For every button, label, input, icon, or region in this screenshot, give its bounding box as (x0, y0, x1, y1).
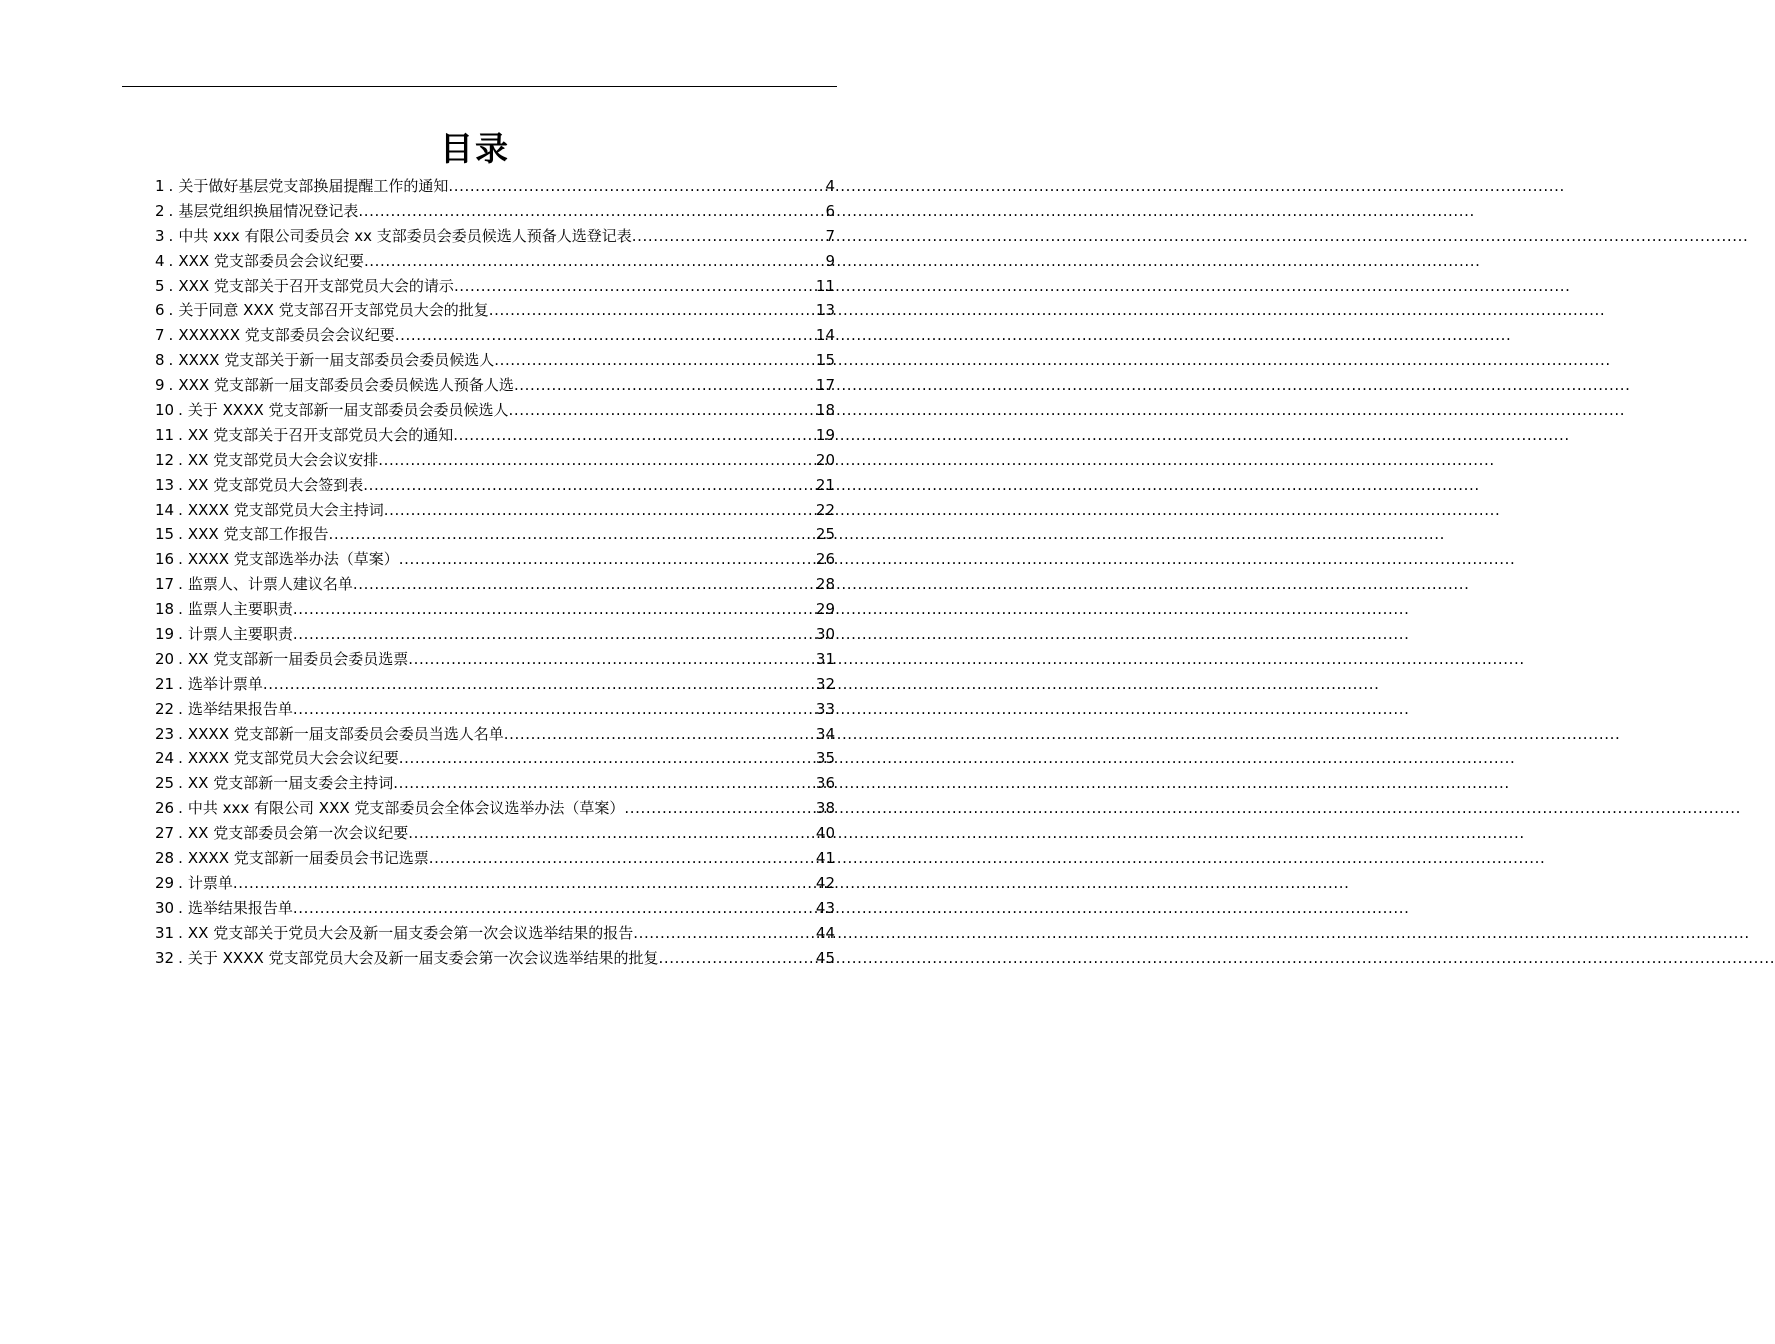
toc-entry-page-number: 36 (815, 774, 835, 793)
toc-entry[interactable] (155, 274, 835, 299)
toc-entry-number: 8 (155, 351, 165, 370)
toc-entry-page-number: 11 (815, 276, 835, 295)
toc-entry-page-number: 20 (815, 450, 835, 469)
toc-entry-title: 计票单 (187, 873, 233, 892)
toc-entry-separator: . (168, 376, 174, 395)
toc-entry-page-number: 32 (815, 674, 835, 693)
toc-entry[interactable] (155, 697, 835, 722)
toc-entry[interactable] (155, 846, 835, 871)
toc-entry-separator: . (178, 824, 183, 843)
toc-entry-separator: . (168, 301, 174, 320)
toc-entry-title: XXX 党支部委员会会议纪要 (178, 251, 364, 270)
toc-entry-page-number: 6 (825, 201, 835, 220)
toc-entry[interactable] (155, 323, 835, 348)
toc-dot-leader (328, 522, 815, 547)
toc-entry-number: 16 (155, 550, 175, 569)
toc-entry[interactable] (155, 423, 835, 448)
toc-entry-page-number: 34 (815, 724, 835, 743)
toc-entry-separator: . (178, 799, 183, 818)
toc-entry-page-number: 35 (815, 749, 835, 768)
toc-entry-separator: . (178, 774, 183, 793)
toc-dot-leader (624, 796, 815, 821)
toc-entry-title: 选举结果报告单 (187, 898, 293, 917)
toc-entry-separator: . (178, 674, 183, 693)
toc-entry-number: 15 (155, 525, 175, 544)
toc-entry-separator: . (178, 749, 183, 768)
toc-entry-separator: . (178, 873, 183, 892)
toc-entry-separator: . (178, 948, 183, 967)
toc-dot-leader (659, 946, 816, 971)
toc-list (155, 174, 835, 971)
toc-entry-title: XXX 党支部工作报告 (187, 525, 329, 544)
toc-entry-number: 1 (155, 177, 165, 195)
toc-entry-number: 31 (155, 923, 175, 942)
toc-entry-page-number: 18 (815, 401, 835, 420)
toc-entry-title: XX 党支部关于党员大会及新一届支委会第一次会议选举结果的报告 (187, 923, 634, 942)
toc-entry[interactable] (155, 298, 835, 323)
toc-entry-number: 28 (155, 849, 175, 868)
toc-entry-separator: . (178, 575, 183, 594)
toc-entry-page-number: 17 (815, 376, 835, 395)
toc-entry[interactable] (155, 672, 835, 697)
toc-entry[interactable] (155, 597, 835, 622)
toc-entry-number: 11 (155, 425, 175, 444)
toc-entry[interactable] (155, 199, 835, 224)
toc-entry-number: 3 (155, 226, 165, 245)
toc-entry[interactable] (155, 821, 835, 846)
toc-entry[interactable] (155, 498, 835, 523)
toc-entry-title: 关于 XXXX 党支部党员大会及新一届支委会第一次会议选举结果的批复 (187, 948, 659, 967)
toc-dot-leader (408, 647, 816, 672)
toc-entry-page-number: 14 (815, 326, 835, 345)
toc-entry-number: 23 (155, 724, 175, 743)
toc-entry-number: 18 (155, 600, 175, 619)
toc-entry[interactable] (155, 348, 835, 373)
toc-dot-leader (509, 398, 816, 423)
toc-entry-number: 12 (155, 450, 175, 469)
toc-entry-title: XX 党支部委员会第一次会议纪要 (187, 824, 409, 843)
toc-entry-page-number: 29 (815, 600, 835, 619)
toc-entry-separator: . (178, 425, 183, 444)
toc-entry-number: 7 (155, 326, 165, 345)
toc-entry-page-number: 41 (815, 849, 835, 868)
toc-entry-number: 4 (155, 251, 165, 270)
toc-entry-page-number: 33 (815, 699, 835, 718)
toc-entry[interactable] (155, 448, 835, 473)
toc-entry-title: XX 党支部新一届支委会主持词 (187, 774, 394, 793)
toc-entry[interactable] (155, 522, 835, 547)
toc-entry[interactable] (155, 946, 835, 971)
toc-dot-leader (429, 846, 816, 871)
toc-dot-leader (399, 547, 816, 572)
toc-dot-leader (293, 697, 816, 722)
toc-entry-page-number: 31 (815, 649, 835, 668)
toc-entry-separator: . (178, 401, 183, 420)
toc-entry[interactable] (155, 174, 835, 199)
toc-dot-leader (514, 373, 816, 398)
toc-dot-leader (263, 672, 816, 697)
toc-entry-number: 21 (155, 674, 175, 693)
toc-entry-page-number: 25 (815, 525, 835, 544)
toc-entry-separator: . (168, 177, 174, 195)
toc-entry-number: 27 (155, 824, 175, 843)
toc-entry-title: 监票人、计票人建议名单 (187, 575, 353, 594)
toc-entry-title: 关于 XXXX 党支部新一届支部委员会委员候选人 (187, 401, 509, 420)
toc-entry-number: 9 (155, 376, 165, 395)
toc-entry-number: 5 (155, 276, 165, 295)
toc-entry-number: 26 (155, 799, 175, 818)
toc-entry-number: 29 (155, 873, 175, 892)
toc-entry[interactable] (155, 572, 835, 597)
toc-entry-title: 基层党组织换届情况登记表 (178, 201, 359, 220)
toc-dot-leader (293, 622, 816, 647)
toc-entry-separator: . (168, 226, 174, 245)
toc-dot-leader (378, 448, 816, 473)
toc-entry-title: 选举结果报告单 (187, 699, 293, 718)
toc-entry-page-number: 21 (815, 475, 835, 494)
toc-entry-page-number: 42 (815, 873, 835, 892)
toc-entry-page-number: 38 (815, 799, 835, 818)
toc-entry-separator: . (178, 923, 183, 942)
toc-entry[interactable] (155, 373, 835, 398)
header-rule (122, 86, 837, 87)
toc-entry-page-number: 15 (815, 351, 835, 370)
toc-dot-leader (364, 249, 826, 274)
toc-entry-separator: . (178, 475, 183, 494)
toc-entry-separator: . (168, 326, 174, 345)
toc-entry-separator: . (178, 724, 183, 743)
toc-entry-separator: . (178, 600, 183, 619)
toc-entry-page-number: 7 (825, 226, 835, 245)
toc-entry-page-number: 28 (815, 575, 835, 594)
toc-entry-title: 选举计票单 (187, 674, 263, 693)
toc-entry-separator: . (178, 699, 183, 718)
toc-entry-title: 计票人主要职责 (187, 625, 293, 644)
toc-entry-title: 中共 xxx 有限公司委员会 xx 支部委员会委员候选人预备人选登记表 (178, 226, 632, 245)
toc-entry-separator: . (168, 251, 174, 270)
toc-entry-number: 13 (155, 475, 175, 494)
toc-entry-number: 24 (155, 749, 175, 768)
toc-entry-number: 2 (155, 201, 165, 220)
toc-entry-title: XX 党支部党员大会签到表 (187, 475, 364, 494)
toc-title: 目录 (440, 129, 510, 168)
toc-entry-number: 32 (155, 948, 175, 967)
toc-dot-leader (489, 298, 816, 323)
toc-entry-title: 监票人主要职责 (187, 600, 293, 619)
toc-dot-leader (353, 572, 816, 597)
toc-dot-leader (632, 224, 826, 249)
toc-entry-title: 中共 xxx 有限公司 XXX 党支部委员会全体会议选举办法（草案） (187, 799, 625, 818)
toc-entry[interactable] (155, 796, 835, 821)
toc-entry[interactable] (155, 896, 835, 921)
toc-entry-page-number: 43 (815, 898, 835, 917)
toc-dot-leader (504, 722, 816, 747)
toc-entry-title: 关于同意 XXX 党支部召开支部党员大会的批复 (178, 301, 489, 320)
toc-entry-separator: . (168, 276, 174, 295)
toc-entry-number: 20 (155, 649, 175, 668)
toc-entry-number: 19 (155, 625, 175, 644)
toc-entry-separator: . (178, 450, 183, 469)
toc-dot-leader (363, 473, 816, 498)
toc-dot-leader (358, 199, 825, 224)
toc-entry-separator: . (178, 898, 183, 917)
toc-entry-title: XXXX 党支部新一届支部委员会委员当选人名单 (187, 724, 504, 743)
toc-entry-title: XXXX 党支部选举办法（草案） (187, 550, 399, 569)
toc-entry-title: XX 党支部关于召开支部党员大会的通知 (187, 425, 454, 444)
toc-entry-number: 10 (155, 401, 175, 420)
toc-dot-leader (408, 821, 816, 846)
toc-dot-leader (454, 274, 816, 299)
toc-entry-page-number: 30 (815, 625, 835, 644)
toc-entry-separator: . (178, 849, 183, 868)
toc-entry-page-number: 26 (815, 550, 835, 569)
toc-entry-title: XXX 党支部关于召开支部党员大会的请示 (178, 276, 454, 295)
toc-dot-leader (448, 174, 825, 199)
toc-entry-number: 17 (155, 575, 175, 594)
toc-entry[interactable] (155, 746, 835, 771)
toc-entry-title: 关于做好基层党支部换届提醒工作的通知 (178, 177, 449, 195)
toc-entry-page-number: 45 (815, 948, 835, 967)
toc-dot-leader (293, 597, 816, 622)
toc-entry[interactable] (155, 722, 835, 747)
toc-entry-number: 30 (155, 898, 175, 917)
toc-entry-page-number: 13 (815, 301, 835, 320)
toc-entry-page-number: 40 (815, 824, 835, 843)
toc-entry[interactable] (155, 871, 835, 896)
toc-entry-page-number: 9 (825, 251, 835, 270)
toc-entry[interactable] (155, 622, 835, 647)
toc-entry-separator: . (178, 500, 183, 519)
toc-entry-title: XXXX 党支部关于新一届支部委员会委员候选人 (178, 351, 495, 370)
toc-entry-title: XXXX 党支部党员大会主持词 (187, 500, 384, 519)
toc-dot-leader (233, 871, 816, 896)
toc-entry[interactable] (155, 547, 835, 572)
toc-entry-title: XXX 党支部新一届支部委员会委员候选人预备人选 (178, 376, 514, 395)
toc-entry-number: 14 (155, 500, 175, 519)
toc-entry[interactable] (155, 249, 835, 274)
toc-entry-title: XX 党支部党员大会会议安排 (187, 450, 379, 469)
toc-entry[interactable] (155, 398, 835, 423)
toc-entry-page-number: 22 (815, 500, 835, 519)
toc-entry-number: 6 (155, 301, 165, 320)
toc-entry[interactable] (155, 921, 835, 946)
toc-entry-page-number: 19 (815, 425, 835, 444)
toc-entry-separator: . (178, 625, 183, 644)
toc-dot-leader (399, 746, 816, 771)
toc-entry-separator: . (178, 649, 183, 668)
toc-entry-number: 25 (155, 774, 175, 793)
toc-entry-separator: . (168, 201, 174, 220)
toc-entry-separator: . (178, 525, 183, 544)
toc-entry[interactable] (155, 224, 835, 249)
toc-dot-leader (494, 348, 816, 373)
toc-entry-title: XXXX 党支部新一届委员会书记选票 (187, 849, 429, 868)
toc-entry[interactable] (155, 647, 835, 672)
toc-dot-leader (384, 498, 816, 523)
toc-entry-number: 22 (155, 699, 175, 718)
toc-entry-page-number: 4 (825, 177, 835, 195)
toc-dot-leader (633, 921, 816, 946)
toc-entry[interactable] (155, 473, 835, 498)
toc-dot-leader (393, 771, 816, 796)
toc-entry-title: XX 党支部新一届委员会委员选票 (187, 649, 409, 668)
toc-dot-leader (395, 323, 816, 348)
toc-entry-separator: . (168, 351, 174, 370)
toc-entry-title: XXXXXX 党支部委员会会议纪要 (178, 326, 395, 345)
toc-entry-page-number: 44 (815, 923, 835, 942)
toc-entry[interactable] (155, 771, 835, 796)
toc-entry-separator: . (178, 550, 183, 569)
toc-dot-leader (293, 896, 816, 921)
toc-entry-title: XXXX 党支部党员大会会议纪要 (187, 749, 399, 768)
toc-dot-leader (453, 423, 816, 448)
